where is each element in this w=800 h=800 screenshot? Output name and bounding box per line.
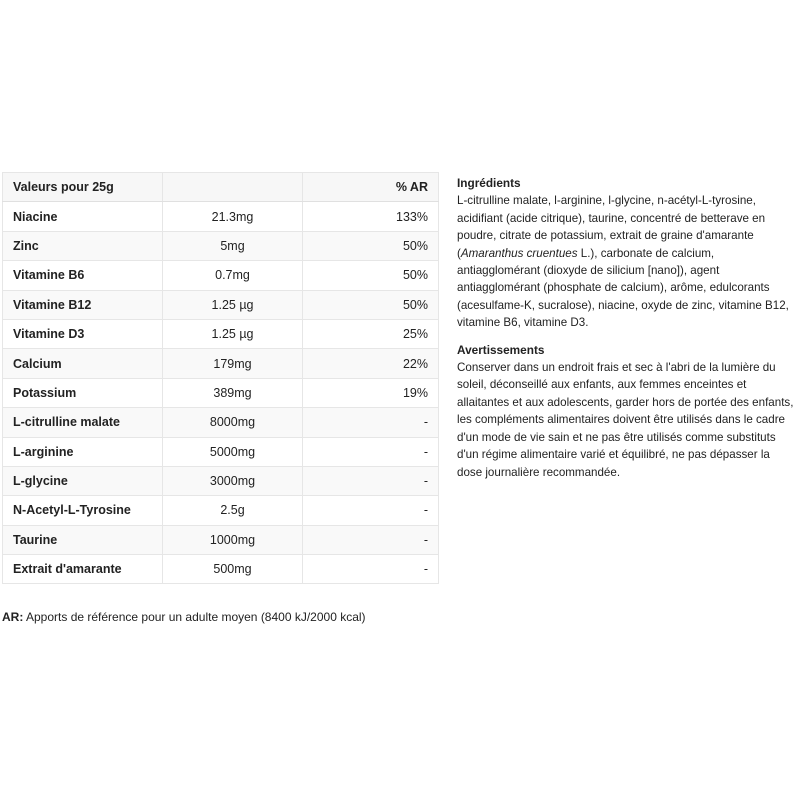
ar-footnote xyxy=(2,610,366,624)
table-row xyxy=(3,555,439,584)
table-row xyxy=(3,437,439,466)
row-amount: 1.25 µg xyxy=(163,290,303,319)
row-name: Extrait d'amarante xyxy=(3,555,163,584)
footnote-label: AR: xyxy=(2,610,24,624)
footnote-text: Apports de référence pour un adulte moyen (8400 kJ/2000 kcal) xyxy=(23,610,366,624)
row-name: Vitamine D3 xyxy=(3,319,163,348)
row-ar: - xyxy=(303,555,439,584)
ingredients-title: Ingrédients xyxy=(457,176,521,190)
row-name: Vitamine B6 xyxy=(3,261,163,290)
row-amount: 1.25 µg xyxy=(163,319,303,348)
row-amount: 0.7mg xyxy=(163,261,303,290)
row-name: N-Acetyl-L-Tyrosine xyxy=(3,496,163,525)
nutrition-table-container xyxy=(2,172,438,584)
row-amount: 500mg xyxy=(163,555,303,584)
ingredients-italic: Amaranthus cruentues xyxy=(460,246,578,260)
row-amount: 389mg xyxy=(163,378,303,407)
row-name: Vitamine B12 xyxy=(3,290,163,319)
row-amount: 1000mg xyxy=(163,525,303,554)
info-column xyxy=(457,175,797,491)
header-amount xyxy=(163,173,303,202)
row-name: Calcium xyxy=(3,349,163,378)
warnings-title: Avertissements xyxy=(457,342,545,357)
row-name: L-citrulline malate xyxy=(3,408,163,437)
row-ar: - xyxy=(303,437,439,466)
table-row xyxy=(3,408,439,437)
row-amount: 5000mg xyxy=(163,437,303,466)
table-row xyxy=(3,231,439,260)
table-row xyxy=(3,261,439,290)
row-ar: - xyxy=(303,466,439,495)
warnings-text: Conserver dans un endroit frais et sec à l'abri de la lumière du soleil, déconseillé aux enfants, aux femmes enceintes et allaitantes et aux adolescents, garder hors de portée des enfants, les compléments alimentaires doivent être utilisés dans le cadre d'un mode de vie sain et ne pas être utilisés comme substituts d'un régime alimentaire varié et équilibré, ne pas dépasser la dose journalière recommandée. xyxy=(457,361,794,479)
row-ar: 50% xyxy=(303,290,439,319)
row-name: Zinc xyxy=(3,231,163,260)
row-amount: 8000mg xyxy=(163,408,303,437)
row-amount: 5mg xyxy=(163,231,303,260)
table-row xyxy=(3,349,439,378)
row-ar: 133% xyxy=(303,202,439,231)
nutrition-table-body xyxy=(3,202,439,584)
table-row xyxy=(3,466,439,495)
row-amount: 179mg xyxy=(163,349,303,378)
row-ar: 25% xyxy=(303,319,439,348)
row-ar: - xyxy=(303,496,439,525)
row-ar: 22% xyxy=(303,349,439,378)
row-ar: - xyxy=(303,408,439,437)
row-ar: 50% xyxy=(303,261,439,290)
ingredients-text xyxy=(457,192,797,331)
row-amount: 2.5g xyxy=(163,496,303,525)
row-amount: 21.3mg xyxy=(163,202,303,231)
row-ar: - xyxy=(303,525,439,554)
table-row xyxy=(3,290,439,319)
row-name: L-glycine xyxy=(3,466,163,495)
row-name: Potassium xyxy=(3,378,163,407)
table-row xyxy=(3,525,439,554)
table-header-row xyxy=(3,173,439,202)
nutrition-table xyxy=(2,172,439,584)
row-name: Niacine xyxy=(3,202,163,231)
row-name: L-arginine xyxy=(3,437,163,466)
table-row xyxy=(3,378,439,407)
ingredients-text-after: L.), carbonate de calcium, antiagglomérant (dioxyde de silicium [nano]), agent antiagglomérant (phosphate de calcium), arôme, edulcorants (acesulfame-K, sucralose), niacine, oxyde de zinc, vitamine B12, vitamine B6, vitamine D3. xyxy=(457,246,789,330)
table-row xyxy=(3,496,439,525)
header-ar: % AR xyxy=(303,173,439,202)
row-ar: 19% xyxy=(303,378,439,407)
header-label: Valeurs pour 25g xyxy=(3,173,163,202)
table-row xyxy=(3,202,439,231)
ingredients-text-before: L-citrulline malate, l-arginine, l-glycine, n-acétyl-L-tyrosine, acidifiant (acide citrique), taurine, concentré de betterave en poudre, citrate de potassium, extrait de graine d'amarante ( xyxy=(457,194,766,260)
row-name: Taurine xyxy=(3,525,163,554)
row-amount: 3000mg xyxy=(163,466,303,495)
table-row xyxy=(3,319,439,348)
row-ar: 50% xyxy=(303,231,439,260)
